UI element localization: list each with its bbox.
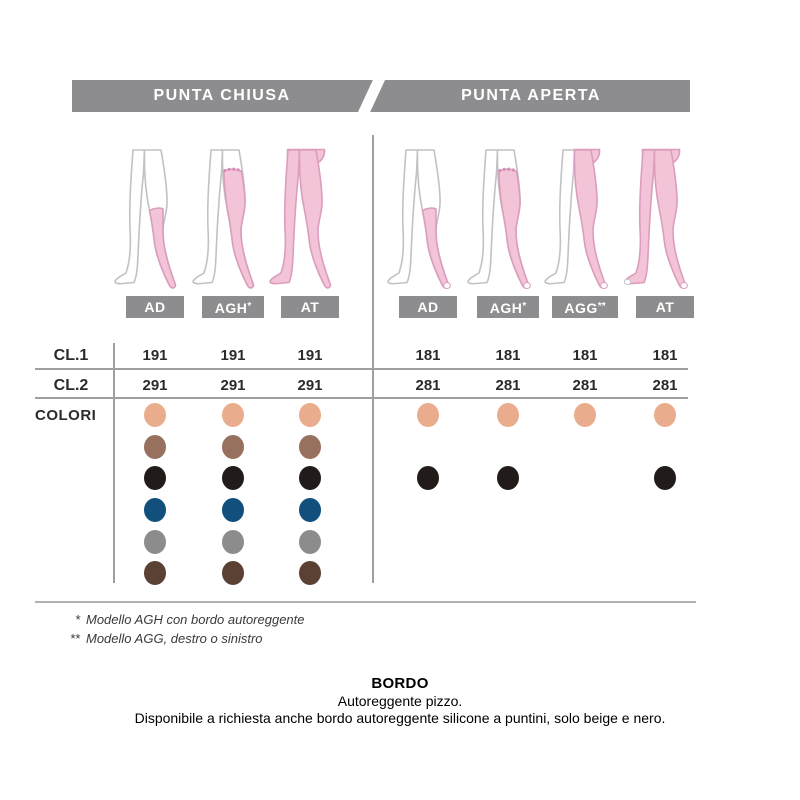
cl2-value: 281 (652, 377, 678, 394)
row-label-colori: COLORI (35, 407, 97, 424)
rule-vertical-left (113, 343, 115, 583)
color-dot-gray (299, 530, 321, 554)
cl2-value: 291 (297, 377, 323, 394)
color-dot-brown (299, 435, 321, 459)
leg-illustration-ad-open (386, 147, 470, 293)
model-label-ad: AD (399, 296, 457, 318)
leg-illustration-agh-open (466, 147, 550, 293)
color-dot-gray (144, 530, 166, 554)
color-dot-blue (222, 498, 244, 522)
footnote-agh (62, 612, 305, 627)
model-label-at: AT (636, 296, 694, 318)
color-dot-beige (497, 403, 519, 427)
cl2-value: 281 (572, 377, 598, 394)
rule-bottom (35, 601, 696, 603)
color-dot-beige (144, 403, 166, 427)
bordo-line2: Disponibile a richiesta anche bordo autoreggente silicone a puntini, solo beige e nero. (134, 710, 666, 726)
footnote-agh-mark: * (74, 612, 80, 627)
rule-cl1-cl2 (35, 368, 688, 370)
cl1-value: 181 (495, 347, 521, 364)
bordo-line1: Autoreggente pizzo. (337, 693, 463, 709)
cl1-value: 191 (142, 347, 168, 364)
color-dot-black (417, 466, 439, 490)
color-dot-beige (299, 403, 321, 427)
rule-cl2-colori (35, 397, 688, 399)
row-label-cl2: CL.2 (53, 377, 89, 394)
model-label-ad: AD (126, 296, 184, 318)
color-dot-beige (574, 403, 596, 427)
bordo-title: BORDO (371, 675, 429, 692)
color-dot-darkbrown (222, 561, 244, 585)
color-dot-black (654, 466, 676, 490)
rule-vertical-middle (372, 135, 374, 583)
footnote-agg-mark: ** (69, 631, 80, 646)
cl1-value: 191 (297, 347, 323, 364)
color-dot-black (299, 466, 321, 490)
cl1-value: 181 (652, 347, 678, 364)
color-dot-blue (299, 498, 321, 522)
footnote-agg (62, 631, 263, 646)
footnote-agh-text: Modello AGH con bordo autoreggente (86, 612, 305, 627)
leg-illustration-agg-open (543, 147, 627, 293)
cl2-value: 291 (142, 377, 168, 394)
cl1-value: 181 (415, 347, 441, 364)
model-label-agg: AGG** (552, 296, 618, 318)
header-bar (72, 80, 690, 112)
leg-illustration-ad (113, 147, 197, 293)
cl2-value: 291 (220, 377, 246, 394)
header-punta-aperta: PUNTA APERTA (461, 87, 601, 104)
color-dot-black (144, 466, 166, 490)
model-label-agh: AGH* (202, 296, 264, 318)
model-label-at: AT (281, 296, 339, 318)
leg-illustration-at (268, 147, 352, 293)
color-dot-black (222, 466, 244, 490)
color-dot-beige (417, 403, 439, 427)
color-dot-gray (222, 530, 244, 554)
color-dot-brown (144, 435, 166, 459)
model-label-agh: AGH* (477, 296, 539, 318)
color-dot-black (497, 466, 519, 490)
cl2-value: 281 (415, 377, 441, 394)
cl2-value: 281 (495, 377, 521, 394)
leg-illustration-agh (191, 147, 275, 293)
color-dot-blue (144, 498, 166, 522)
cl1-value: 181 (572, 347, 598, 364)
header-punta-chiusa: PUNTA CHIUSA (153, 87, 291, 104)
leg-illustration-at-open (623, 147, 707, 293)
color-dot-darkbrown (144, 561, 166, 585)
color-dot-brown (222, 435, 244, 459)
cl1-value: 191 (220, 347, 246, 364)
color-dot-beige (222, 403, 244, 427)
row-label-cl1: CL.1 (53, 347, 89, 364)
color-dot-beige (654, 403, 676, 427)
color-dot-darkbrown (299, 561, 321, 585)
footnote-agg-text: Modello AGG, destro o sinistro (86, 631, 263, 646)
